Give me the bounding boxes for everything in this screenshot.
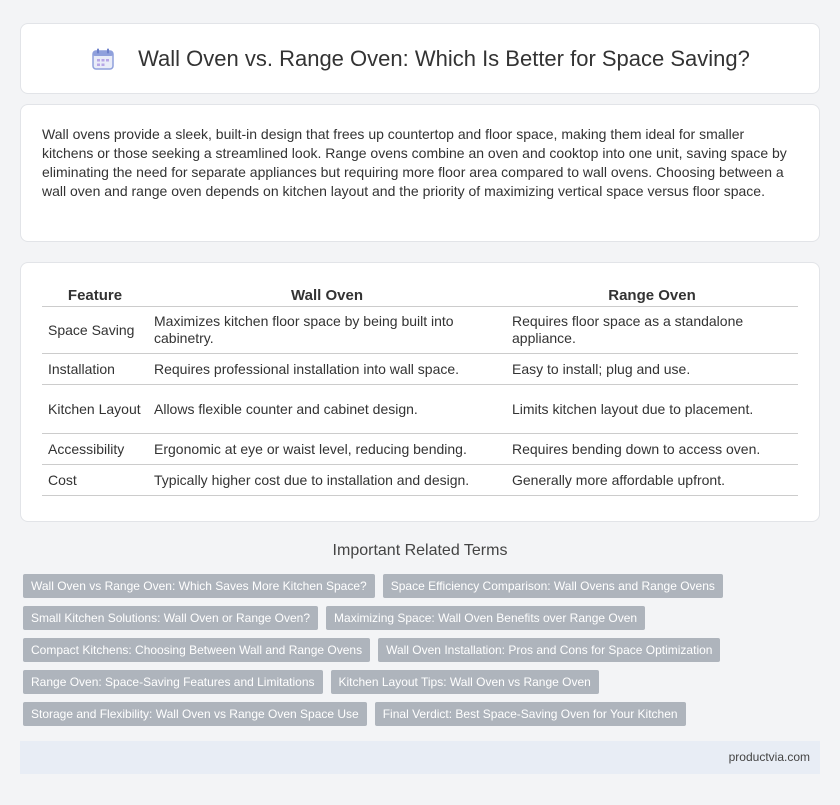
row-feature: Space Saving bbox=[42, 307, 148, 354]
related-term-tag[interactable]: Final Verdict: Best Space-Saving Oven for Your Kitchen bbox=[375, 702, 686, 726]
row-range-oven: Requires bending down to access oven. bbox=[506, 434, 798, 465]
related-terms-list bbox=[23, 574, 823, 734]
intro-text: Wall ovens provide a sleek, built-in design that frees up countertop and floor space, making them ideal for smaller kitchens or those seeking a streamlined look. Range ovens combine an oven and cooktop into one unit, saving space by eliminating the need for separate appliances but requiring more floor area compared to wall ovens. Choosing between a wall oven and range oven depends on kitchen layout and the priority of maximizing vertical space versus floor space. bbox=[42, 126, 787, 199]
row-wall-oven: Maximizes kitchen floor space by being built into cabinetry. bbox=[148, 307, 506, 354]
related-term-tag[interactable]: Small Kitchen Solutions: Wall Oven or Range Oven? bbox=[23, 606, 318, 630]
calendar-icon bbox=[90, 46, 116, 72]
row-range-oven: Requires floor space as a standalone appliance. bbox=[506, 307, 798, 354]
row-wall-oven: Requires professional installation into wall space. bbox=[148, 354, 506, 385]
row-range-oven: Generally more affordable upfront. bbox=[506, 465, 798, 496]
footer bbox=[20, 741, 820, 774]
row-wall-oven: Typically higher cost due to installation and design. bbox=[148, 465, 506, 496]
header-range-oven: Range Oven bbox=[506, 283, 798, 307]
row-feature: Cost bbox=[42, 465, 148, 496]
table-header-row bbox=[42, 283, 798, 307]
footer-site-link[interactable]: productvia.com bbox=[728, 750, 810, 764]
header-wall-oven: Wall Oven bbox=[148, 283, 506, 307]
intro-card bbox=[20, 104, 820, 242]
table-row bbox=[42, 354, 798, 385]
page-title: Wall Oven vs. Range Oven: Which Is Better for Space Saving? bbox=[138, 45, 750, 71]
related-term-tag[interactable]: Range Oven: Space-Saving Features and Limitations bbox=[23, 670, 323, 694]
row-wall-oven: Ergonomic at eye or waist level, reducing bending. bbox=[148, 434, 506, 465]
table-row bbox=[42, 434, 798, 465]
comparison-table-card bbox=[20, 262, 820, 522]
related-term-tag[interactable]: Compact Kitchens: Choosing Between Wall and Range Ovens bbox=[23, 638, 370, 662]
row-range-oven: Easy to install; plug and use. bbox=[506, 354, 798, 385]
header-feature: Feature bbox=[42, 283, 148, 307]
related-term-tag[interactable]: Wall Oven Installation: Pros and Cons for Space Optimization bbox=[378, 638, 720, 662]
row-range-oven: Limits kitchen layout due to placement. bbox=[506, 385, 798, 434]
related-term-tag[interactable]: Storage and Flexibility: Wall Oven vs Range Oven Space Use bbox=[23, 702, 367, 726]
related-term-tag[interactable]: Kitchen Layout Tips: Wall Oven vs Range Oven bbox=[331, 670, 599, 694]
title-card bbox=[20, 23, 820, 94]
comparison-table bbox=[42, 283, 798, 496]
related-term-tag[interactable]: Wall Oven vs Range Oven: Which Saves More Kitchen Space? bbox=[23, 574, 375, 598]
related-term-tag[interactable]: Maximizing Space: Wall Oven Benefits over Range Oven bbox=[326, 606, 645, 630]
table-row bbox=[42, 385, 798, 434]
table-row bbox=[42, 307, 798, 354]
related-terms-title: Important Related Terms bbox=[332, 542, 508, 559]
row-wall-oven: Allows flexible counter and cabinet design. bbox=[148, 385, 506, 434]
row-feature: Kitchen Layout bbox=[42, 385, 148, 434]
related-term-tag[interactable]: Space Efficiency Comparison: Wall Ovens and Range Ovens bbox=[383, 574, 723, 598]
row-feature: Installation bbox=[42, 354, 148, 385]
row-feature: Accessibility bbox=[42, 434, 148, 465]
table-row bbox=[42, 465, 798, 496]
page-title-wrap bbox=[90, 46, 750, 72]
